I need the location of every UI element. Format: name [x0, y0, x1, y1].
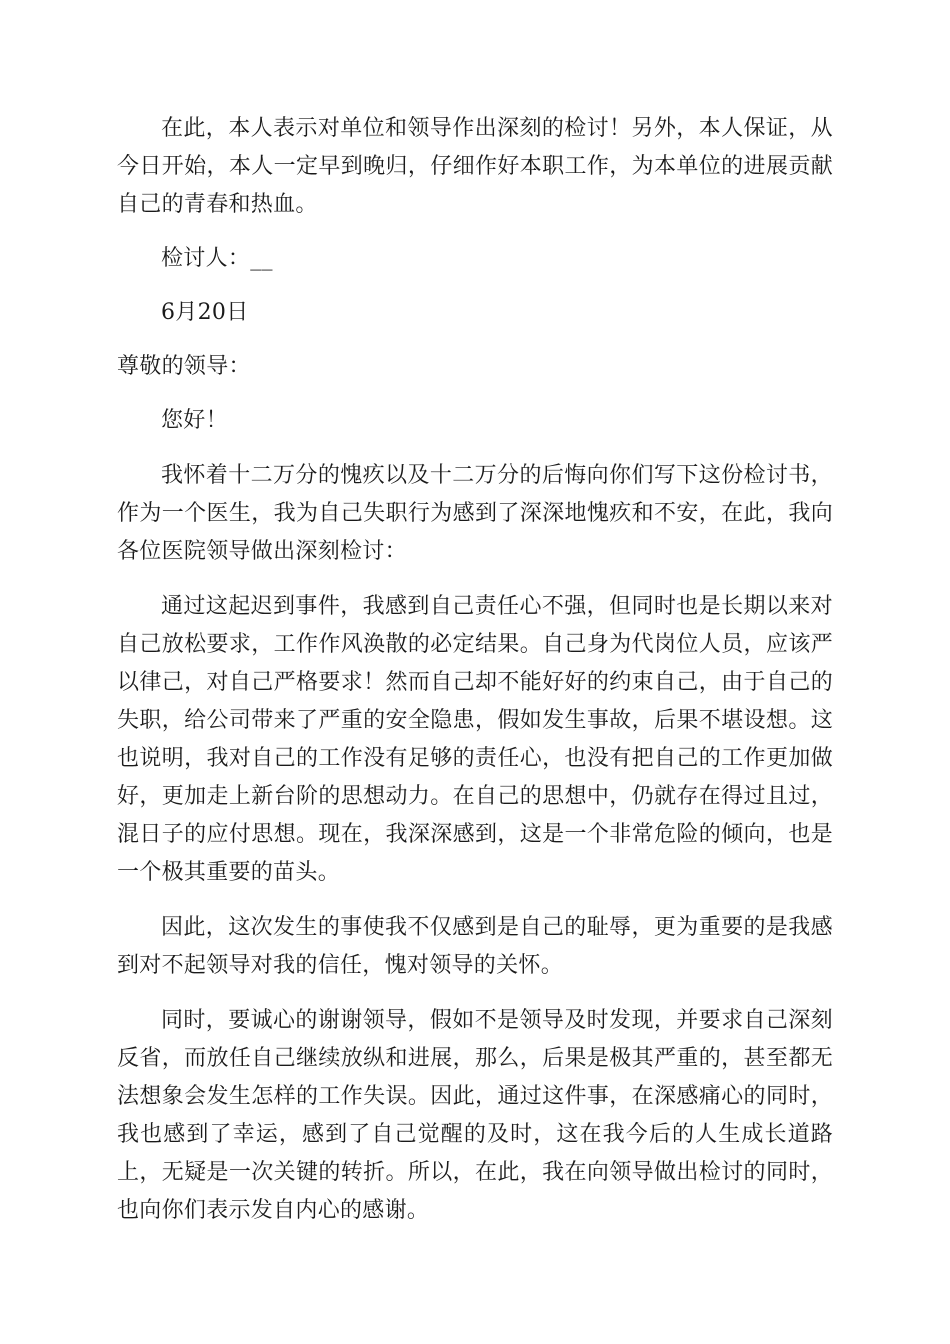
document-page: [117, 110, 833, 1230]
paragraph-intro: 我怀着十二万分的愧疚以及十二万分的后悔向你们写下这份检讨书，作为一个医生，我为自己失职行为感到了深深地愧疚和不安，在此，我向各位医院领导做出深刻检讨：: [117, 463, 833, 564]
salutation: 尊敬的领导：: [117, 354, 251, 379]
paragraph-reflection: 通过这起迟到事件，我感到自己责任心不强，但同时也是长期以来对自己放松要求，工作作风涣散的必定结果。自己身为代岗位人员，应该严以律己，对自己严格要求！然而自己却不能好好的约束自己，由于自己的失职，给公司带来了严重的安全隐患，假如发生事故，后果不堪设想。这也说明，我对自己的工作没有足够的责任心，也没有把自己的工作更加做好，更加走上新台阶的思想动力。在自己的思想中，仍就存在得过且过，混日子的应付思想。现在，我深深感到，这是一个非常危险的倾向，也是一个极其重要的苗头。: [117, 594, 833, 885]
date-line: 6月20日: [161, 300, 249, 325]
paragraph-pledge: 在此，本人表示对单位和领导作出深刻的检讨！另外，本人保证，从今日开始，本人一定早到晚归，仔细作好本职工作，为本单位的进展贡献自己的青春和热血。: [117, 116, 833, 217]
signature-line: 检讨人：__: [161, 246, 273, 271]
greeting: 您好！: [161, 408, 228, 433]
paragraph-gratitude: 同时，要诚心的谢谢领导，假如不是领导及时发现，并要求自己深刻反省，而放任自己继续放纵和进展，那么，后果是极其严重的，甚至都无法想象会发生怎样的工作失误。因此，通过这件事，在深感痛心的同时，我也感到了幸运，感到了自己觉醒的及时，这在我今后的人生成长道路上，无疑是一次关键的转折。所以，在此，我在向领导做出检讨的同时，也向你们表示发自内心的感谢。: [117, 1008, 833, 1223]
paragraph-consequence: 因此，这次发生的事使我不仅感到是自己的耻辱，更为重要的是我感到对不起领导对我的信任，愧对领导的关怀。: [117, 915, 833, 978]
